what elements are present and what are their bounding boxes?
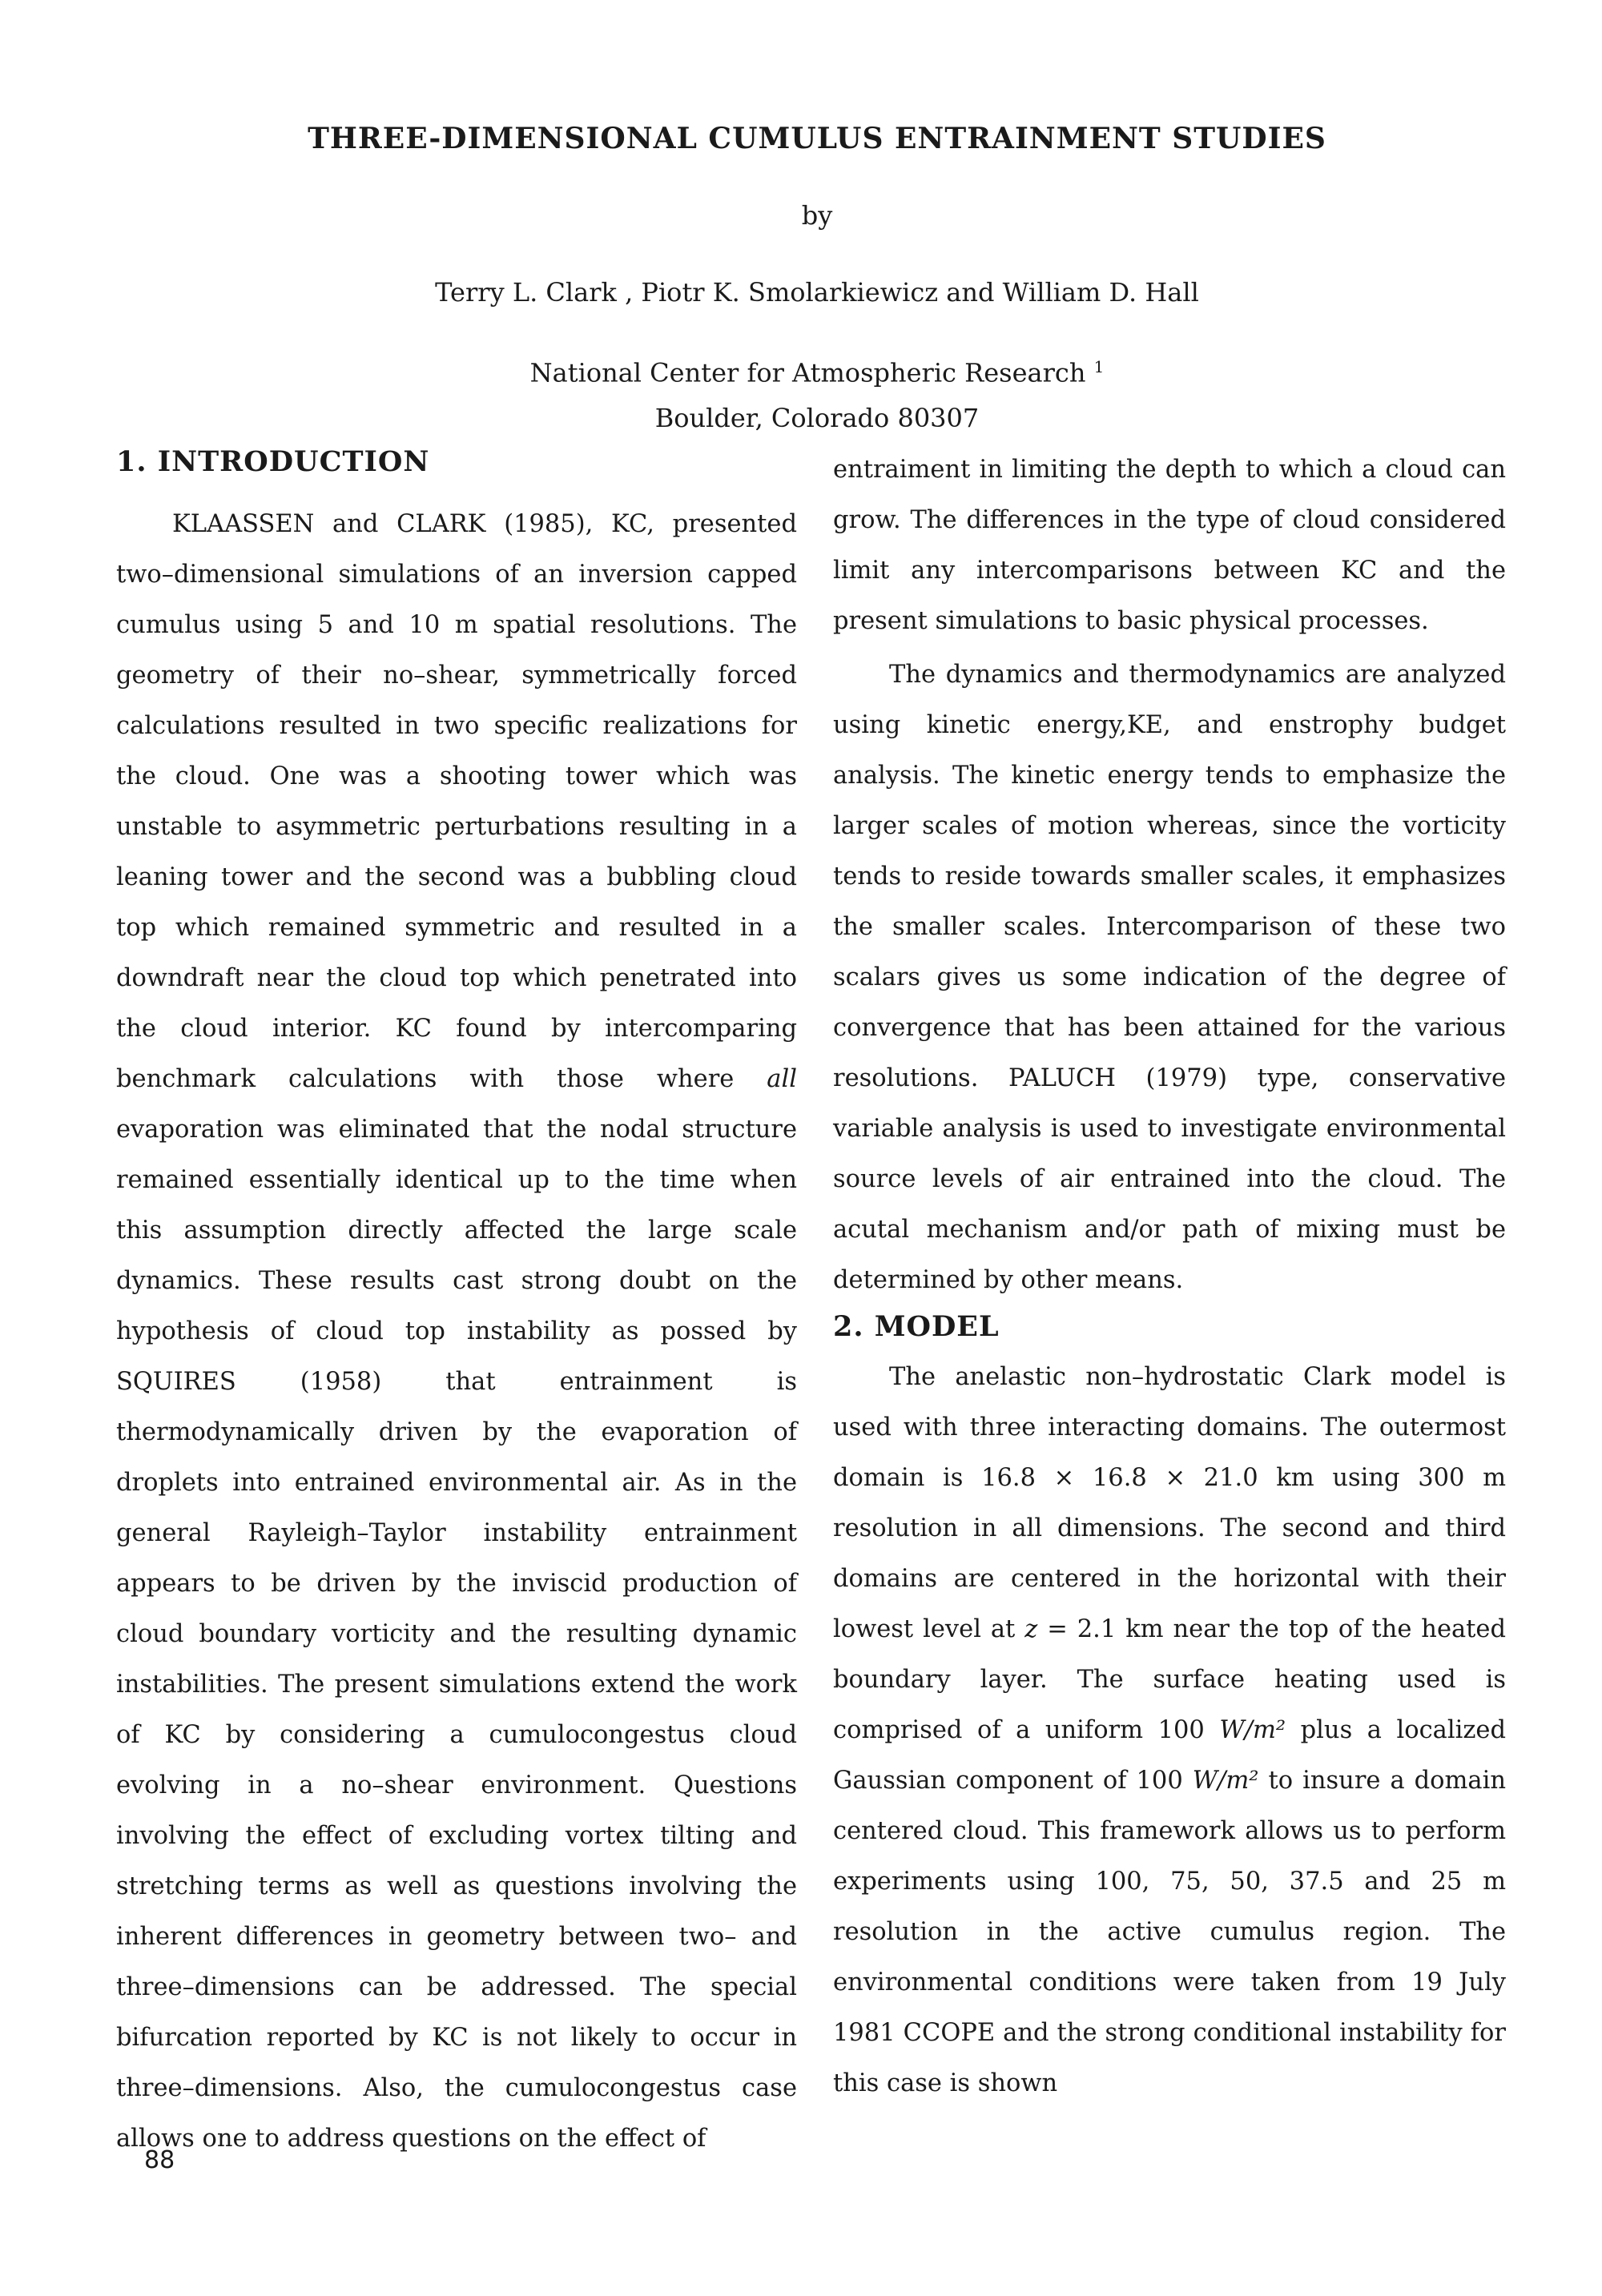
affiliation-institution: National Center for Atmospheric Research — [529, 357, 1086, 388]
model-unit-1: W/m² — [1219, 1716, 1286, 1744]
paper-title: THREE-DIMENSIONAL CUMULUS ENTRAINMENT STUDIES — [308, 122, 1326, 155]
section-heading-model: 2. MODEL — [833, 1310, 1000, 1343]
left-column — [116, 444, 797, 2164]
author-list: Terry L. Clark , Piotr K. Smolarkiewicz and William D. Hall — [435, 277, 1199, 308]
intro-paragraph-2: The dynamics and thermodynamics are analyzed using kinetic energy,KE, and enstrophy budget analysis. The kinetic energy tends to emphasize the larger scales of motion whereas, since the vorticity tends to reside towards smaller scales, it emphasizes the smaller scales. Intercomparison of these two scalars gives us some indication of the degree of convergence that has been attained for the various resolutions. PALUCH (1979) type, conservative variable analysis is used to investigate environmental source levels of air entrained into the cloud. The acutal mechanism and/or path of mixing must be determined by other means. — [833, 661, 1506, 1294]
intro-text-part-a: KLAASSEN and CLARK (1985), KC, presented two–dimensional simulations of an inversion capped cumulus using 5 and 10 m spatial resolutions. The geometry of their no–shear, symmetrically forced calculations resulted in two specific realizations for the cloud. One was a shooting tower which was unstable to asymmetric perturbations resulting in a leaning tower and the second was a bubbling cloud top which remained symmetric and resulted in a downdraft near the cloud top which penetrated into the cloud interior. KC found by intercomparing benchmark calculations with those where — [116, 510, 797, 1093]
affiliation-line-1 — [0, 344, 1602, 396]
model-text-part-d: to insure a domain centered cloud. This framework allows us to perform experiments using 100, 75, 50, 37.5 and 25 m resolution in the active cumulus region. The environmental conditions were taken from 19 July 1981 CCOPE and the strong conditional instability for this case is shown — [833, 1767, 1507, 2097]
model-unit-2: W/m² — [1192, 1767, 1259, 1795]
model-text-part-c: plus a localized Gaussian component of 100 — [833, 1716, 1506, 1795]
byline: by — [801, 200, 833, 231]
affiliation — [0, 344, 1602, 440]
intro-emphasis: all — [767, 1065, 797, 1093]
model-text-part-b: = 2.1 km near the top of the heated boundary layer. The surface heating used is comprised of a uniform 100 — [833, 1615, 1507, 1744]
affiliation-line-2: Boulder, Colorado 80307 — [654, 402, 980, 433]
model-text-part-a: The anelastic non–hydrostatic Clark model is used with three interacting domains. The outermost domain is 16.8 × 16.8 × 21.0 km using 300 m resolution in all dimensions. The second and third domains are centered in the horizontal with their lowest level at — [833, 1363, 1506, 1643]
section-heading-introduction: 1. INTRODUCTION — [116, 445, 430, 478]
intro-text-part-b: evaporation was eliminated that the nodal structure remained essentially identical up to the time when this assumption directly affected the large scale dynamics. These results cast strong doubt on the hypothesis of cloud top instability as possed by SQUIRES (1958) that entrainment is thermodynamically driven by the evaporation of droplets into entrained environmental air. As in the general Rayleigh–Taylor instability entrainment appears to be driven by the inviscid production of cloud boundary vorticity and the resulting dynamic instabilities. The present simulations extend the work of KC by considering a cumulocongestus cloud evolving in a no–shear environment. Questions involving the effect of excluding vortex tilting and stretching terms as well as questions involving the inherent differences in geometry between two– and three–dimensions can be addressed. The special bifurcation reported by KC is not likely to occur in three–dimensions. Also, the cumulocongestus case allows one to address questions on the effect of — [116, 1116, 797, 2153]
footnote-mark: 1 — [1093, 357, 1105, 376]
model-variable-z: z — [1024, 1615, 1038, 1643]
model-paragraph-1 — [833, 1352, 1506, 2109]
intro-paragraph-1-continued: entraiment in limiting the depth to which a cloud can grow. The differences in the type of cloud considered limit any intercomparisons between KC and the present simulations to basic physical processes. — [833, 456, 1506, 635]
right-column — [833, 444, 1506, 2109]
intro-paragraph-1 — [116, 499, 797, 2164]
page-number: 88 — [144, 2146, 175, 2174]
